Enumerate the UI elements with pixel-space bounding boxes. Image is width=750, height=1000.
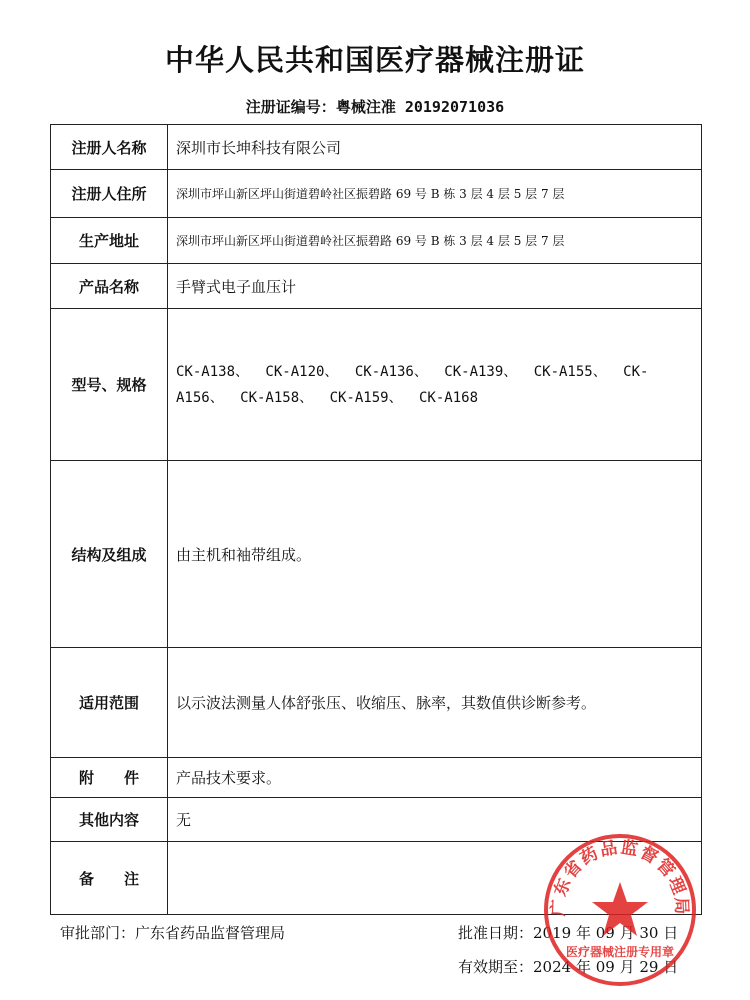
star-icon xyxy=(592,882,648,936)
value-attachments: 产品技术要求。 xyxy=(168,758,702,798)
value-structure: 由主机和袖带组成。 xyxy=(168,461,702,648)
row-production-address xyxy=(51,218,702,264)
approval-date: 批准日期：2019 年 09 月 30 日 xyxy=(458,924,679,942)
label-product-name: 产品名称 xyxy=(51,264,168,309)
approval-department: 审批部门：广东省药品监督管理局 xyxy=(60,924,286,942)
certificate-title: 中华人民共和国医疗器械注册证 xyxy=(164,43,585,77)
row-models xyxy=(51,309,702,461)
label-structure: 结构及组成 xyxy=(51,461,168,648)
value-product-name: 手臂式电子血压计 xyxy=(168,264,702,309)
label-attachments: 附 件 xyxy=(51,758,168,798)
label-registrant-address: 注册人住所 xyxy=(51,170,168,218)
value-other: 无 xyxy=(168,798,702,842)
label-production-address: 生产地址 xyxy=(51,218,168,264)
row-product-name xyxy=(51,264,702,309)
row-scope xyxy=(51,648,702,758)
value-production-address: 深圳市坪山新区坪山街道碧岭社区振碧路 69 号 B 栋 3 层 4 层 5 层 7 层 xyxy=(168,218,702,264)
valid-until: 有效期至：2024 年 09 月 29 日 xyxy=(458,958,679,976)
seal-text: 广东省药品监督管理局 xyxy=(548,837,692,917)
value-scope: 以示波法测量人体舒张压、收缩压、脉率，其数值供诊断参考。 xyxy=(168,648,702,758)
value-registrant-name: 深圳市长坤科技有限公司 xyxy=(168,125,702,170)
label-scope: 适用范围 xyxy=(51,648,168,758)
label-remarks: 备 注 xyxy=(51,842,168,915)
registration-number-label: 注册证编号： xyxy=(245,98,336,116)
row-attachments xyxy=(51,758,702,798)
certificate-table xyxy=(50,124,702,915)
row-structure xyxy=(51,461,702,648)
label-registrant-name: 注册人名称 xyxy=(51,125,168,170)
value-registrant-address: 深圳市坪山新区坪山街道碧岭社区振碧路 69 号 B 栋 3 层 4 层 5 层 7 层 xyxy=(168,170,702,218)
label-models: 型号、规格 xyxy=(51,309,168,461)
value-models: CK-A138、 CK-A120、 CK-A136、 CK-A139、 CK-A155、 CK-A156、 CK-A158、 CK-A159、 CK-A168 xyxy=(168,309,702,461)
registration-number: 粤械注准 20192071036 xyxy=(335,98,505,116)
row-registrant-name xyxy=(51,125,702,170)
official-seal-icon xyxy=(540,830,700,990)
seal-subtext: 医疗器械注册专用章 xyxy=(565,945,675,959)
row-registrant-address xyxy=(51,170,702,218)
registration-number-line xyxy=(0,96,750,117)
label-other: 其他内容 xyxy=(51,798,168,842)
